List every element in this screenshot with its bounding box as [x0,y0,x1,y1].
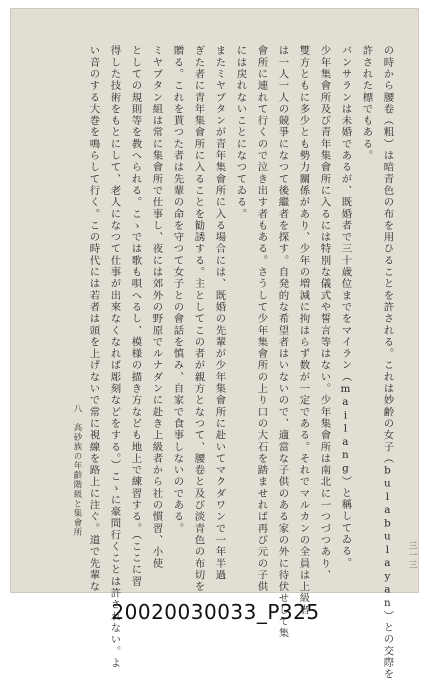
text-column-11: 贈る。これを貰つた者は先輩の命を守つて女子との會話を慎み、自家で食事しないのである。 [171,45,184,535]
text-column-6: は一人一人の競爭になつて後繼者を探す。自発的な希望者はいないので、適當な子供のある家の外に待伏せして集 [276,45,289,640]
text-column-4: 少年集會所及び青年集會所に入るには特別な儀式や誓言等はない。少年集會所は南北に一つづつあり、 [318,45,331,581]
text-column-10: ぎた者に青年集會所に入ることを勧誘する。主としてこの者が親方となつて、腰卷と及び淡青色の布切を [192,45,205,593]
text-column-14: 得した技術をもとにして、老人になつて仕事が出來なくなれば彫刻などをする。）こゝに豪間行くことは許されない。よ [108,45,121,669]
page-number: 三一三 [407,541,417,570]
scan-identifier-caption: 20020030033_P325 [111,600,320,624]
text-column-8: には戻れないことになつてゐる。 [234,45,247,220]
text-column-12: ミヤブタン組は常に集會所で仕事し、夜には郊外の野原でルナダンに赴き上級者から社の慣習、小使 [150,45,163,570]
text-column-2: 許された標でもある。 [360,45,373,162]
text-column-9: またミヤブタンが青年集會所に入る場合には、既婚の先輩が少年集會所に赴いてマクダワンで一年半過 [213,45,226,581]
text-column-7: 會所に連れて行くので泣き出す者もある。さうして少年集會所の上り口の大石を踏ませれば再び元の子供 [255,45,268,593]
text-column-15: い音のする大巻を鳴らして行く。この時代には若者は頭を上げないで常に視線を路上に注ぐ。道で先輩な [87,45,100,593]
text-column-5: 雙方ともに多少とも勢力關係があり、少年の増減に拘はらず数が一定である。それでマルカンの全員は上級者 [297,45,310,616]
text-column-3: バンサランは未婚であるが、既婚者で三十歳位までをマイラン（mailang）と稱してゐる。 [339,45,352,569]
text-column-1: の時から腰卷（粗）は暗青色の布を用ひることを許される。これは妙齢の女子（bulabulayan）との交際を [381,45,394,680]
running-header: 八 高砂族の年齡階級と集會所 [72,404,82,537]
text-column-13: としての規則等を教へられる。こゝでは歌も唄へるし、模様の描き方なども地上で練習する。（ここに習 [129,45,142,588]
